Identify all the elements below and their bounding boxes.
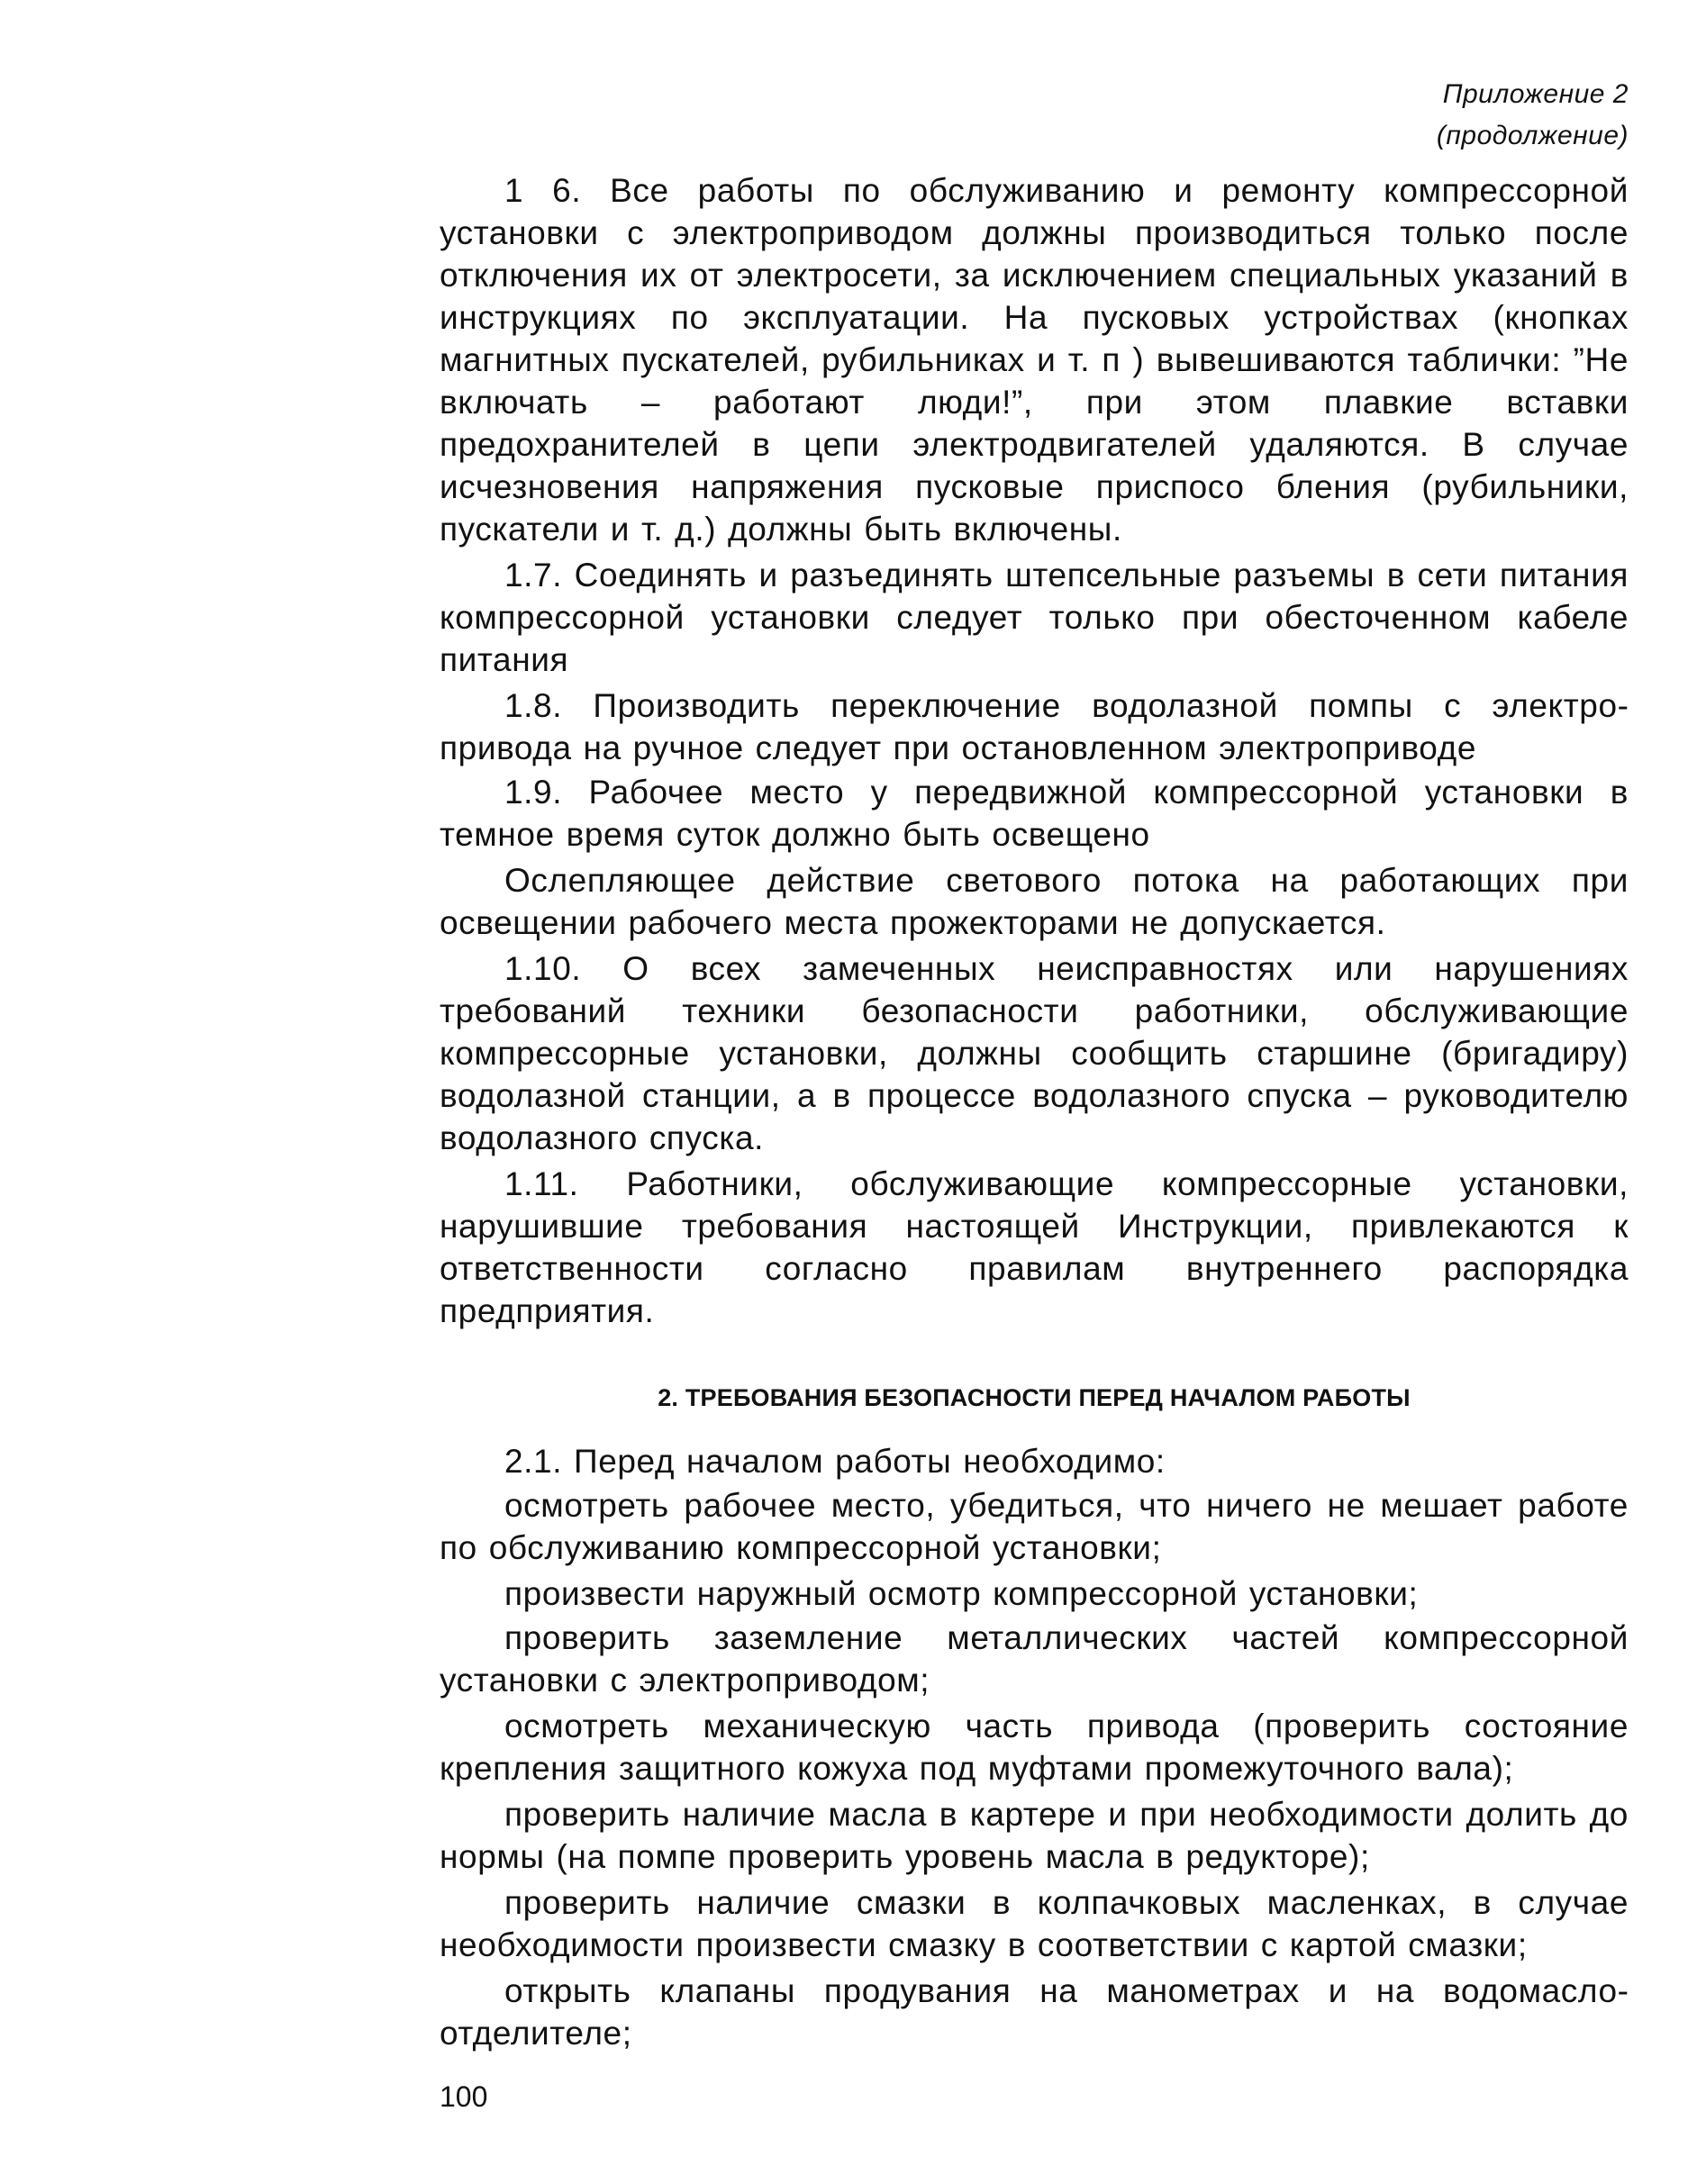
page-number: 100 xyxy=(440,2080,488,2113)
paragraph-1-11: 1.11. Работники, обслуживающие компрессорные установки, нарушившие требования настоящей Инструкции, привлекаются к ответственности согласно правилам внутреннего распорядка предприятия. xyxy=(440,1165,1629,1329)
document-page xyxy=(440,0,1629,2184)
appendix-label: Приложение 2 xyxy=(1442,79,1629,109)
paragraph-lighting-note: Ослепляющее действие светового потока на работающих при освещении рабочего места прожекторами не допускается. xyxy=(440,862,1629,941)
list-item: открыть клапаны продувания на манометрах и на водомаслоотделителе; xyxy=(440,1972,1629,2052)
paragraph-2-1: 2.1. Перед началом работы необходимо: xyxy=(504,1443,1166,1480)
continuation-label: (продолжение) xyxy=(1436,121,1629,150)
list-item: произвести наружный осмотр компрессорной установки; xyxy=(504,1575,1419,1612)
paragraph-1-6: 1 6. Все работы по обслуживанию и ремонту компрессорной установки с электроприводом должны производиться только после отключения их от электросети, за исключением специальных указаний в инструкциях по эксплуатации. На пусковых устройствах (кнопках магнитных пускателей, рубильниках и т. п ) вывешиваются таблички: ”Не включать – работают люди!”, при этом плавкие вставки предохранителей в цепи электродвигателей удаляются. В случае исчезновения напряжения пусковые приспосо бления (рубильники, пускатели и т. д.) должны быть включены. xyxy=(440,172,1629,548)
paragraph-1-8: 1.8. Производить переключение водолазной помпы с электропривода на ручное следует при остановленном электроприводе xyxy=(440,687,1629,766)
list-item: осмотреть механическую часть привода (проверить состояние крепления защитного кожуха под муфтами промежуточного вала); xyxy=(440,1708,1629,1787)
section-2-heading: 2. ТРЕБОВАНИЯ БЕЗОПАСНОСТИ ПЕРЕД НАЧАЛОМ РАБОТЫ xyxy=(658,1384,1411,1411)
paragraph-1-7: 1.7. Соединять и разъединять штепсельные разъемы в сети питания компрессорной установки следует только при обесточенном кабеле питания xyxy=(440,557,1629,678)
paragraph-1-10: 1.10. О всех замеченных неисправностях или нарушениях требований техники безопасности работники, обслуживающие компрессорные установки, должны сообщить старшине (бригадиру) водолазной станции, а в процессе водолазного спуска – руководителю водолазного спуска. xyxy=(440,950,1629,1156)
list-item: проверить заземление металлических частей компрессорной установки с электроприводом; xyxy=(440,1619,1629,1699)
list-item: осмотреть рабочее место, убедиться, что ничего не мешает работе по обслуживанию компрессорной установки; xyxy=(440,1487,1629,1566)
document-body xyxy=(440,169,1629,2058)
list-item: проверить наличие смазки в колпачковых масленках, в случае необходимости произвести смазку в соответствии с картой смазки; xyxy=(440,1884,1629,1963)
paragraph-1-9: 1.9. Рабочее место у передвижной компрессорной установки в темное время суток должно быть освещено xyxy=(440,774,1629,853)
list-item: проверить наличие масла в картере и при необходимости долить до нормы (на помпе проверить уровень масла в редукторе); xyxy=(440,1796,1629,1875)
appendix-header xyxy=(1437,74,1629,157)
